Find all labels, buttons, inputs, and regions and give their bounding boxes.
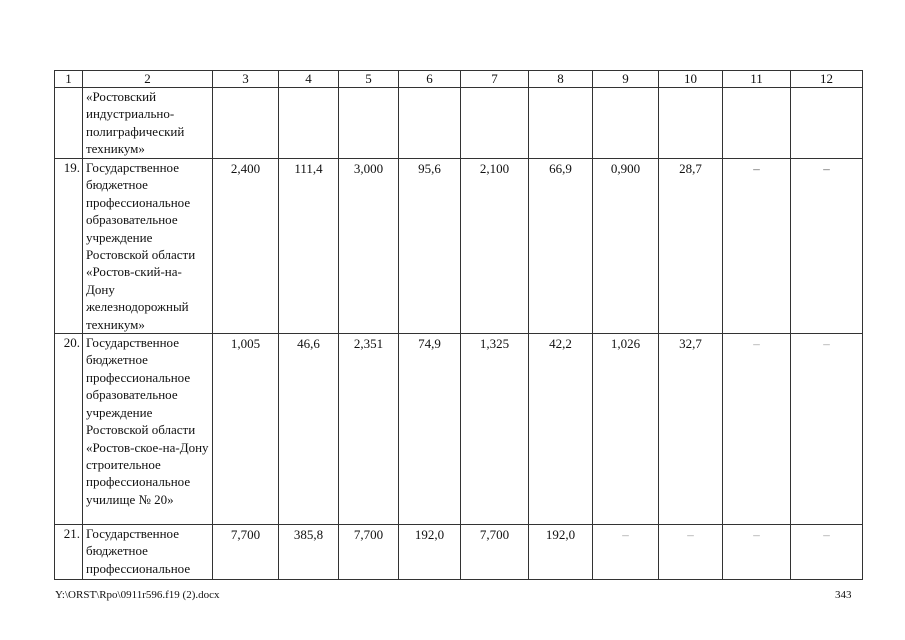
institution-name: Государственное бюджетное профессиональное образовательное учреждение Ростовской области «Ростов-ское-на-Дону строительное профессиональное училище № 20» <box>83 334 213 525</box>
column-header: 8 <box>529 71 593 88</box>
column-header: 6 <box>399 71 461 88</box>
column-header: 4 <box>279 71 339 88</box>
column-header: 1 <box>55 71 83 88</box>
table-cell: 7,700 <box>461 525 529 580</box>
table-cell: 1,026 <box>593 334 659 525</box>
table-cell <box>659 88 723 159</box>
table-cell: – <box>659 525 723 580</box>
table-cell: 32,7 <box>659 334 723 525</box>
table-row <box>55 334 863 525</box>
table-cell: 28,7 <box>659 159 723 334</box>
table-cell: 7,700 <box>213 525 279 580</box>
table-row <box>55 525 863 580</box>
institution-name: Государственное бюджетное профессиональное образовательное учреждение Ростовской области «Ростов-ский-на-Дону железнодорожный техникум» <box>83 159 213 334</box>
table-cell: 7,700 <box>339 525 399 580</box>
row-number: 21. <box>55 525 83 580</box>
table-row <box>55 159 863 334</box>
table-cell: 192,0 <box>399 525 461 580</box>
table-cell: – <box>791 159 863 334</box>
table-cell <box>791 88 863 159</box>
column-header: 12 <box>791 71 863 88</box>
table-cell: – <box>791 525 863 580</box>
table-cell: 2,100 <box>461 159 529 334</box>
table-cell <box>339 88 399 159</box>
table-cell: 1,005 <box>213 334 279 525</box>
table-cell <box>279 88 339 159</box>
table-cell <box>593 88 659 159</box>
table-cell: 2,351 <box>339 334 399 525</box>
table-cell: 74,9 <box>399 334 461 525</box>
table-cell: – <box>593 525 659 580</box>
table-cell <box>529 88 593 159</box>
table-cell: 192,0 <box>529 525 593 580</box>
page-number: 343 <box>835 589 852 601</box>
column-header: 10 <box>659 71 723 88</box>
table-cell <box>723 88 791 159</box>
table-cell <box>213 88 279 159</box>
row-number: 20. <box>55 334 83 525</box>
column-header: 9 <box>593 71 659 88</box>
table-cell: 95,6 <box>399 159 461 334</box>
table-cell: – <box>723 525 791 580</box>
column-header: 3 <box>213 71 279 88</box>
table-cell: – <box>791 334 863 525</box>
table-cell: – <box>723 334 791 525</box>
column-header: 11 <box>723 71 791 88</box>
table-cell <box>399 88 461 159</box>
table-cell: 46,6 <box>279 334 339 525</box>
table-cell: – <box>723 159 791 334</box>
data-table <box>54 70 863 580</box>
column-header: 7 <box>461 71 529 88</box>
header-row <box>55 71 863 88</box>
footer-file-path: Y:\ORST\Rpo\0911r596.f19 (2).docx <box>55 589 220 601</box>
institution-name: «Ростовский индустриально-полиграфический техникум» <box>83 88 213 159</box>
institution-name: Государственное бюджетное профессиональное <box>83 525 213 580</box>
table-cell: 385,8 <box>279 525 339 580</box>
row-number: 19. <box>55 159 83 334</box>
table-cell: 42,2 <box>529 334 593 525</box>
column-header: 5 <box>339 71 399 88</box>
table-cell: 66,9 <box>529 159 593 334</box>
table-cell: 111,4 <box>279 159 339 334</box>
table-cell: 3,000 <box>339 159 399 334</box>
row-number <box>55 88 83 159</box>
column-header: 2 <box>83 71 213 88</box>
table-cell <box>461 88 529 159</box>
table-cell: 0,900 <box>593 159 659 334</box>
table-row <box>55 88 863 159</box>
table-cell: 2,400 <box>213 159 279 334</box>
table-cell: 1,325 <box>461 334 529 525</box>
